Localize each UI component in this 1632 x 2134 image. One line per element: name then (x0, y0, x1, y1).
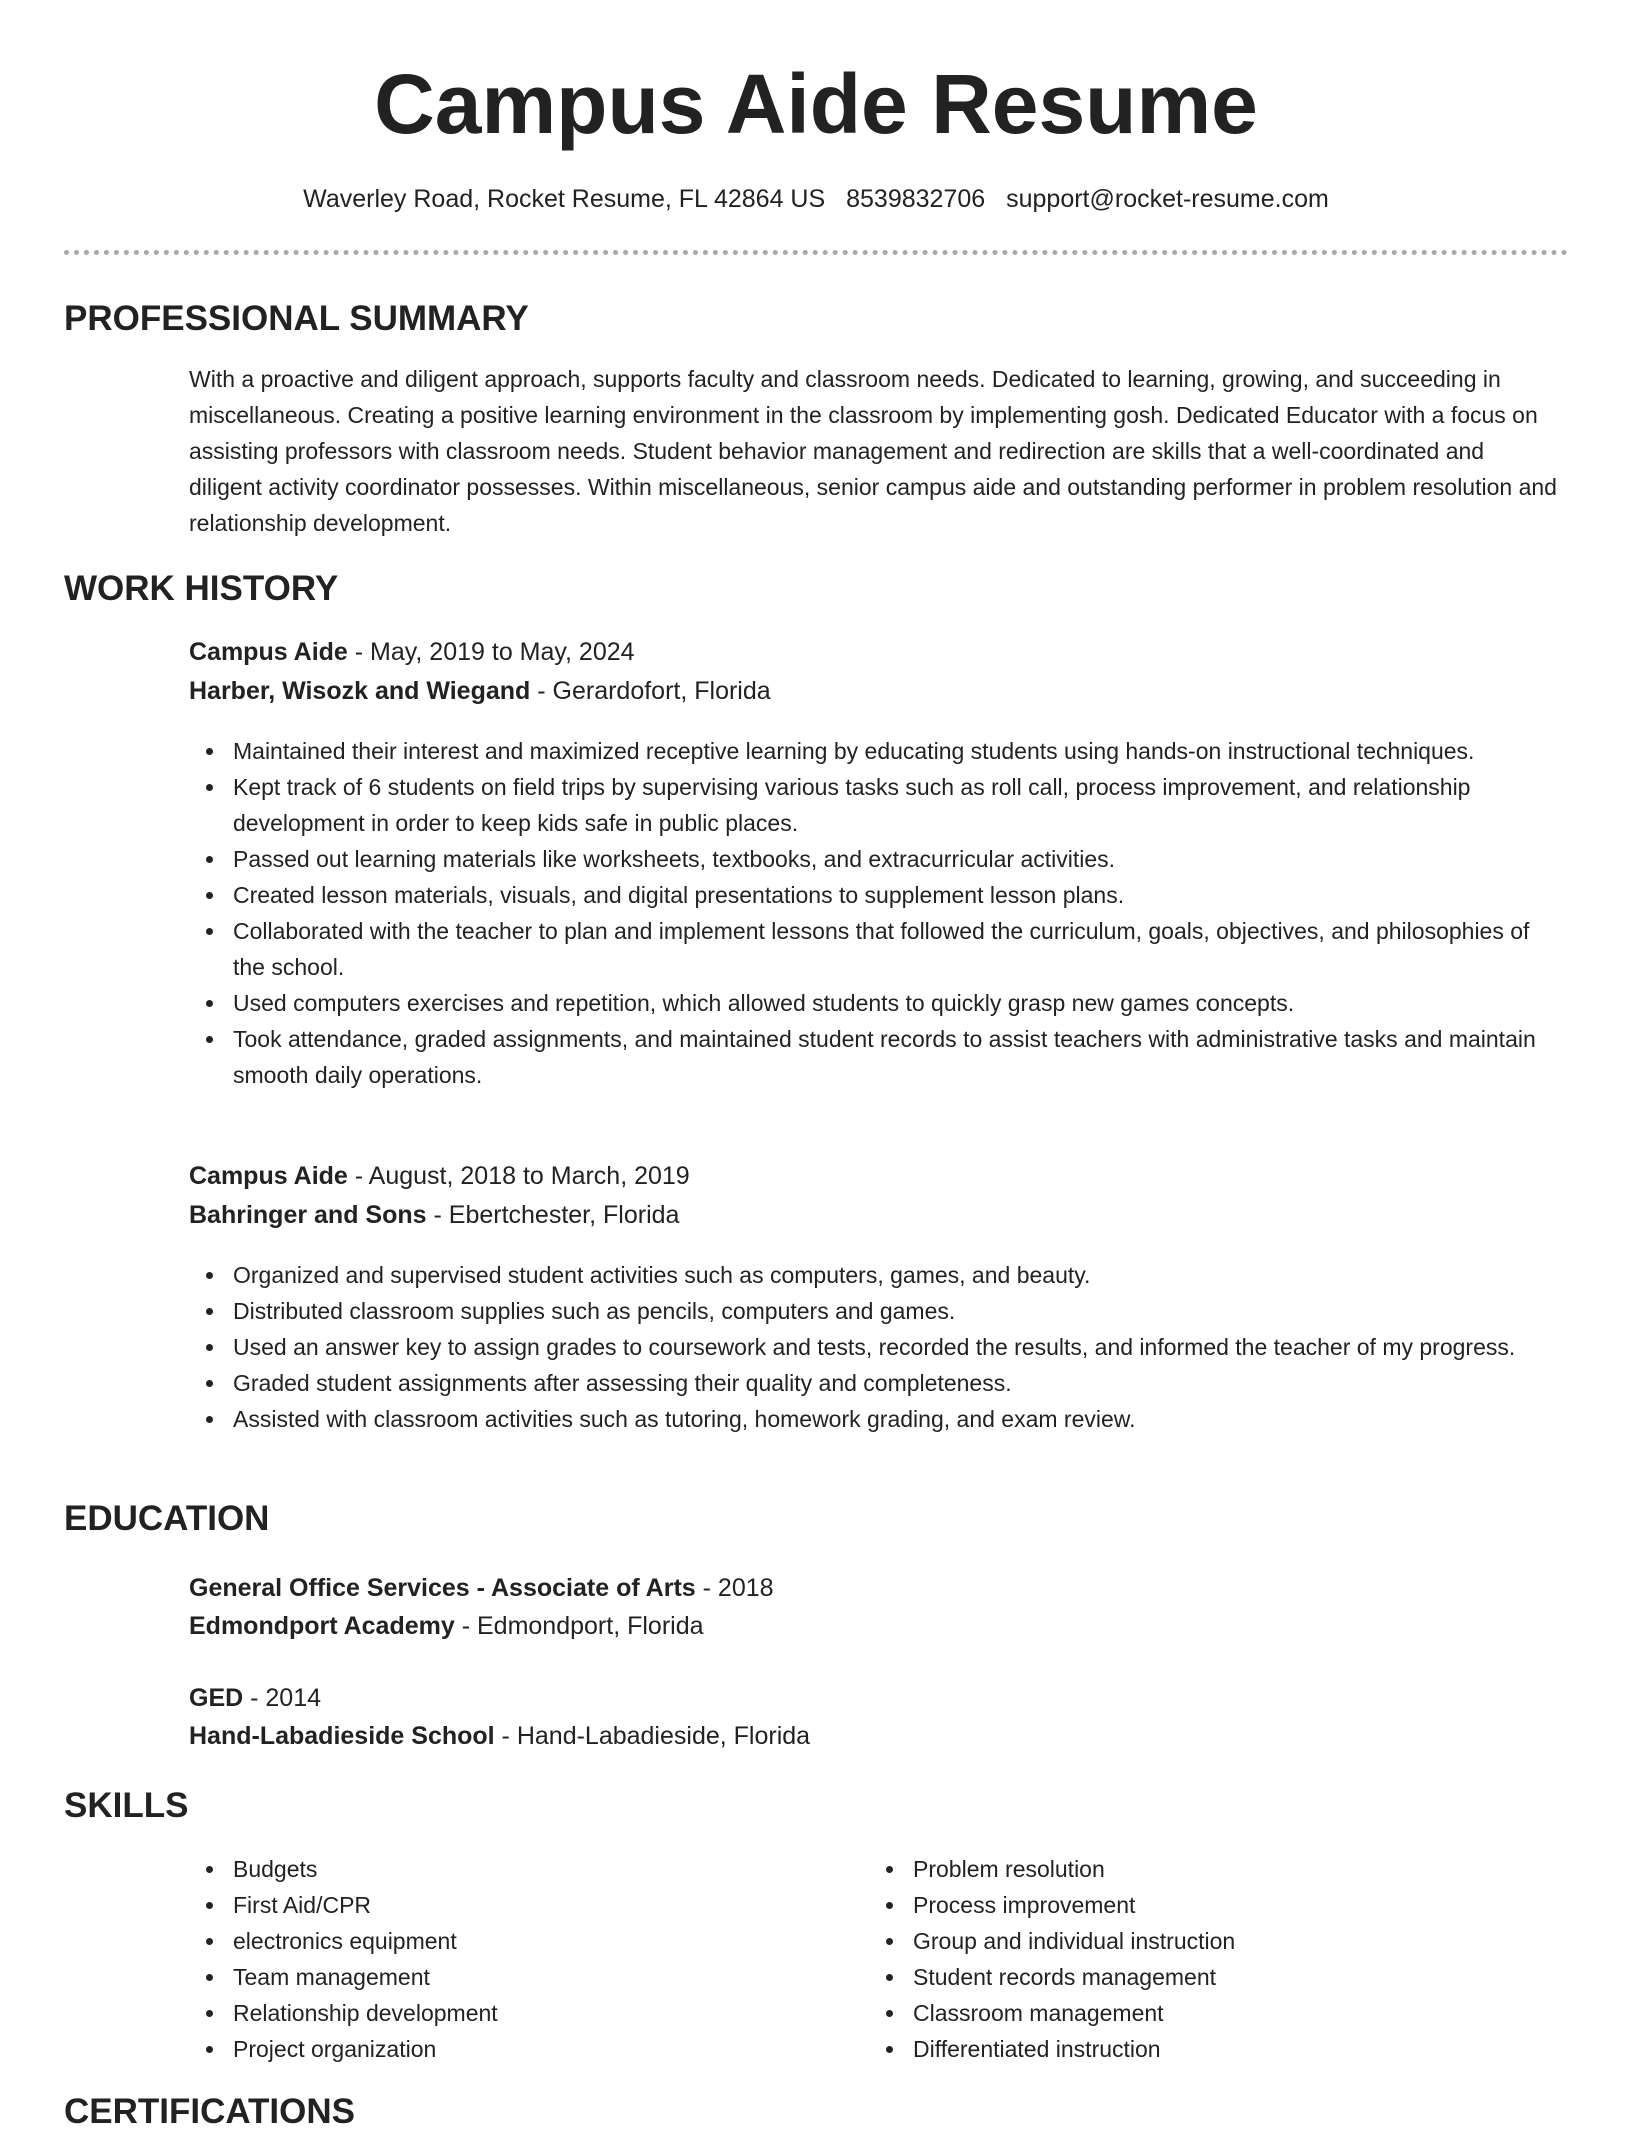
list-item: Project organization (189, 2031, 829, 2067)
job-2-dates: - August, 2018 to March, 2019 (347, 1162, 690, 1190)
job-2-title-line (189, 1158, 1559, 1194)
list-item: Differentiated instruction (869, 2031, 1509, 2067)
list-item: Classroom management (869, 1995, 1509, 2031)
list-item: Process improvement (869, 1887, 1509, 1923)
summary-heading: PROFESSIONAL SUMMARY (64, 299, 529, 338)
education-2-school-line (189, 1718, 1559, 1754)
list-item: Group and individual instruction (869, 1923, 1509, 1959)
list-item: Used an answer key to assign grades to coursework and tests, recorded the results, and informed the teacher of my progress. (189, 1329, 1559, 1365)
list-item: Collaborated with the teacher to plan and implement lessons that followed the curriculum, goals, objectives, and philosophies of the school. (189, 913, 1559, 985)
education-1-school: Edmondport Academy (189, 1612, 455, 1640)
list-item: Created lesson materials, visuals, and digital presentations to supplement lesson plans. (189, 877, 1559, 913)
summary-text: With a proactive and diligent approach, supports faculty and classroom needs. Dedicated to learning, growing, and succeeding in miscellaneous. Creating a positive learning environment in the classroom by implementing gosh. Dedicated Educator with a focus on assisting professors with classroom needs. Student behavior management and redirection are skills that a well-coordinated and diligent activity coordinator possesses. Within miscellaneous, senior campus aide and outstanding performer in problem resolution and relationship development. (189, 366, 1557, 536)
job-1-bullets (189, 733, 1559, 1093)
contact-line (0, 183, 1632, 215)
list-item: Distributed classroom supplies such as pencils, computers and games. (189, 1293, 1559, 1329)
work-history-heading: WORK HISTORY (64, 569, 339, 608)
list-item: Assisted with classroom activities such as tutoring, homework grading, and exam review. (189, 1401, 1559, 1437)
education-heading: EDUCATION (64, 1499, 270, 1538)
job-1-company-line (189, 673, 1559, 709)
job-1-company: Harber, Wisozk and Wiegand (189, 677, 531, 705)
education-2-school: Hand-Labadieside School (189, 1722, 495, 1750)
job-2-company: Bahringer and Sons (189, 1201, 427, 1229)
resume-title: Campus Aide Resume (374, 57, 1258, 151)
job-1-dates: - May, 2019 to May, 2024 (347, 638, 635, 666)
list-item: Organized and supervised student activities such as computers, games, and beauty. (189, 1257, 1559, 1293)
contact-address: Waverley Road, Rocket Resume, FL 42864 US (303, 185, 826, 213)
certifications-heading: CERTIFICATIONS (64, 2092, 356, 2131)
contact-email: support@rocket-resume.com (1006, 185, 1329, 213)
list-item: Kept track of 6 students on field trips by supervising various tasks such as roll call, process improvement, and relationship development in order to keep kids safe in public places. (189, 769, 1559, 841)
job-1-title-line (189, 634, 1559, 670)
list-item: Graded student assignments after assessing their quality and completeness. (189, 1365, 1559, 1401)
job-2-location: - Ebertchester, Florida (426, 1201, 680, 1229)
education-1-year: - 2018 (695, 1574, 774, 1602)
list-item: Relationship development (189, 1995, 829, 2031)
skills-list-left (189, 1851, 829, 2067)
education-2-degree: GED (189, 1684, 244, 1712)
job-2-bullets (189, 1257, 1559, 1437)
list-item: electronics equipment (189, 1923, 829, 1959)
education-1-school-line (189, 1608, 1559, 1644)
education-1-degree-line (189, 1570, 1559, 1606)
job-2-company-line (189, 1197, 1559, 1233)
list-item: Budgets (189, 1851, 829, 1887)
list-item: Team management (189, 1959, 829, 1995)
education-2-degree-line (189, 1680, 1559, 1716)
list-item: Maintained their interest and maximized receptive learning by educating students using hands-on instructional techniques. (189, 733, 1559, 769)
skills-heading: SKILLS (64, 1786, 189, 1825)
education-1-degree: General Office Services - Associate of Arts (189, 1574, 696, 1602)
skills-list-right (869, 1851, 1509, 2067)
list-item: Used computers exercises and repetition, which allowed students to quickly grasp new games concepts. (189, 985, 1559, 1021)
list-item: Passed out learning materials like worksheets, textbooks, and extracurricular activities. (189, 841, 1559, 877)
job-2-title: Campus Aide (189, 1162, 348, 1190)
education-2-location: - Hand-Labadieside, Florida (494, 1722, 811, 1750)
header-divider (64, 250, 1568, 255)
list-item: Took attendance, graded assignments, and maintained student records to assist teachers with administrative tasks and maintain smooth daily operations. (189, 1021, 1559, 1093)
list-item: Problem resolution (869, 1851, 1509, 1887)
education-2-year: - 2014 (243, 1684, 322, 1712)
education-1-location: - Edmondport, Florida (454, 1612, 704, 1640)
job-1-location: - Gerardofort, Florida (530, 677, 771, 705)
contact-phone: 8539832706 (846, 185, 986, 213)
job-1-title: Campus Aide (189, 638, 348, 666)
list-item: Student records management (869, 1959, 1509, 1995)
list-item: First Aid/CPR (189, 1887, 829, 1923)
